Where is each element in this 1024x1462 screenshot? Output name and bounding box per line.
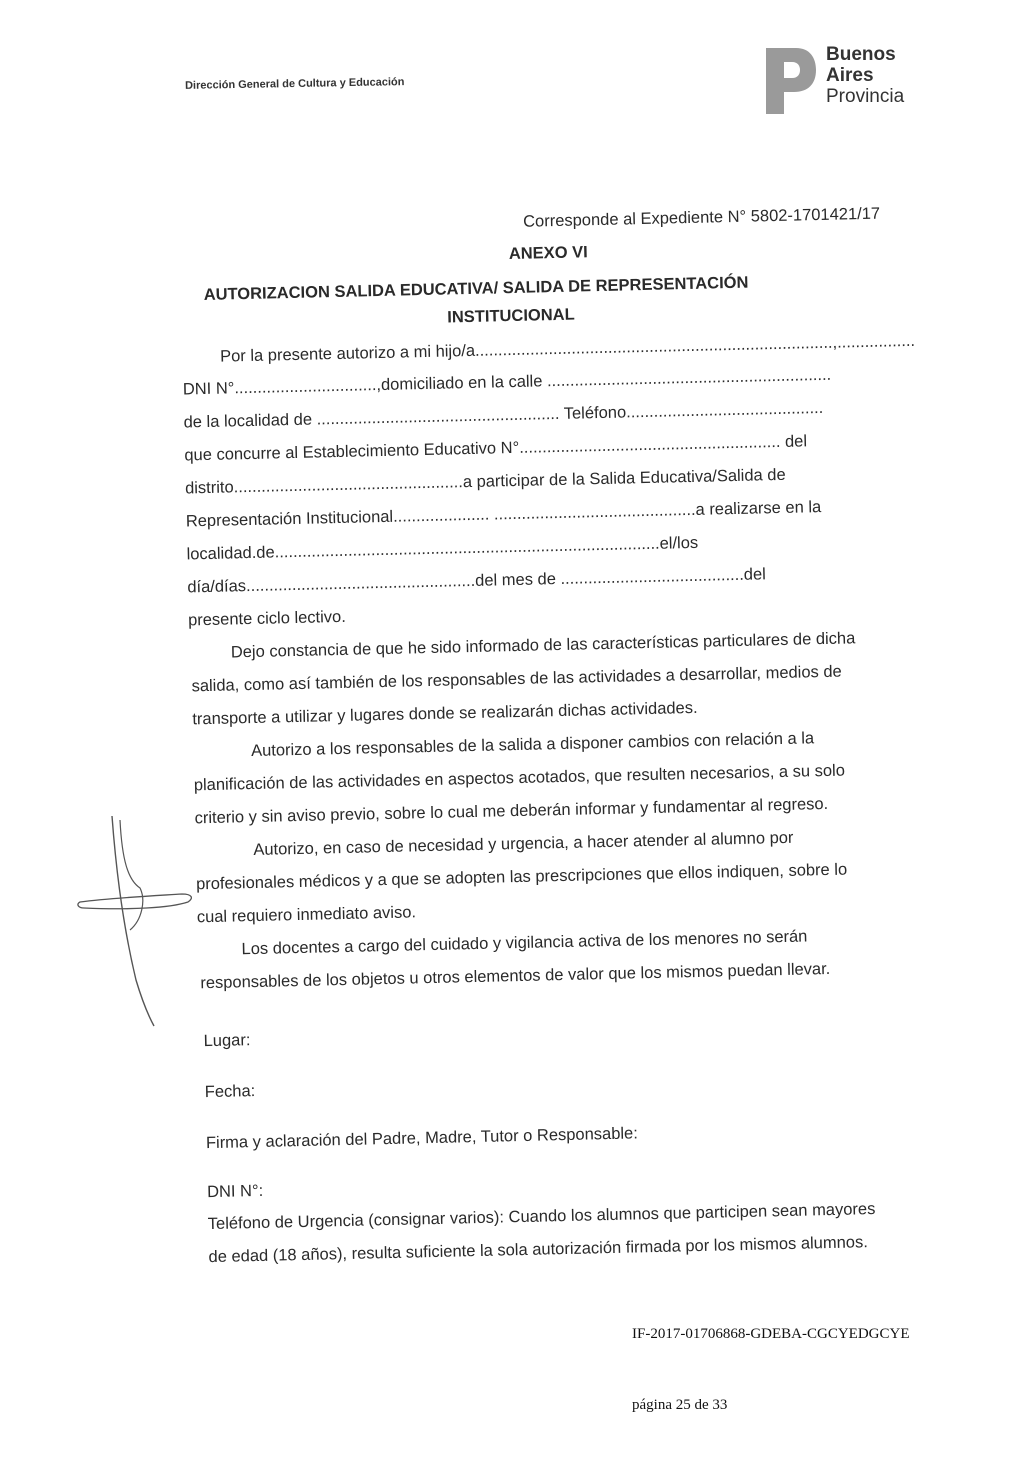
emergency-phone-line1: Teléfono de Urgencia (consignar varios): Cuando los alumnos que participen sean mayores [207,1199,876,1234]
page-number: página 25 de 33 [632,1397,728,1413]
form-line: DNI N°...............................,domiciliado en la calle .............................................................. [182,365,832,399]
form-line: día/días..................................................del mes de ........................................del [187,565,767,597]
paragraph-line: Dejo constancia de que he sido informado de las características particulares de dicha [230,629,856,662]
document-identifier: IF-2017-01706868-GDEBA-CGCYEDGCYE [632,1326,910,1342]
dni-label: DNI N°: [206,1181,264,1202]
paragraph-line: planificación de las actividades en aspectos acotados, que resulten necesarios, a su solo [193,761,846,795]
form-title-line1: AUTORIZACION SALIDA EDUCATIVA/ SALIDA DE REPRESENTACIÓN [203,273,749,304]
expediente-reference: Corresponde al Expediente N° 5802-1701421/17 [522,204,881,231]
handwritten-signature-mark [70,810,200,1030]
paragraph-line: Los docentes a cargo del cuidado y vigilancia activa de los menores no serán [241,927,808,959]
paragraph-line: criterio y sin aviso previo, sobre lo cual me deberán informar y fundamentar al regreso. [194,794,829,828]
paragraph-line: cual requiero inmediato aviso. [196,903,417,927]
form-line: distrito..................................................a participar de la Salida Educativa/Salida de [184,465,786,498]
date-label: Fecha: [204,1082,256,1102]
form-line: Por la presente autorizo a mi hijo/a..............................................................................,................. [219,331,916,366]
form-title-line2: INSTITUCIONAL [447,305,575,327]
logo-text-provincia: Provincia [826,86,905,107]
annex-title: ANEXO VI [508,243,588,264]
logo-text-aires: Aires [826,65,874,86]
signature-label: Firma y aclaración del Padre, Madre, Tutor o Responsable: [205,1124,639,1153]
form-line: Representación Institucional..................... ............................................a realizarse en la [185,498,822,531]
form-line: localidad.de....................................................................................el/los [186,533,699,564]
paragraph-line: transporte a utilizar y lugares donde se realizarán dichas actividades. [192,698,698,729]
paragraph-line: salida, como así también de los responsables de las actividades a desarrollar, medios de [191,662,842,696]
form-line: de la localidad de ..................................................... Teléfono........................................... [183,398,824,432]
emergency-phone-line2: de edad (18 años), resulta suficiente la sola autorización firmada por los mismos alumnos. [208,1233,869,1267]
paragraph-line: Autorizo a los responsables de la salida a disponer cambios con relación a la [250,729,815,761]
place-label: Lugar: [203,1031,251,1051]
paragraph-line: responsables de los objetos u otros elementos de valor que los mismos puedan llevar. [200,959,831,993]
paragraph-line: Autorizo, en caso de necesidad y urgencia, a hacer atender al alumno por [253,828,794,859]
logo-text-buenos: Buenos [826,44,896,65]
form-line: presente ciclo lectivo. [187,607,347,630]
form-line: que concurre al Establecimiento Educativo N°......................................................... del [184,432,808,465]
paragraph-line: profesionales médicos y a que se adopten las prescripciones que ellos indiquen, sobre lo [195,860,848,894]
organization-name: Dirección General de Cultura y Educación [184,76,405,92]
